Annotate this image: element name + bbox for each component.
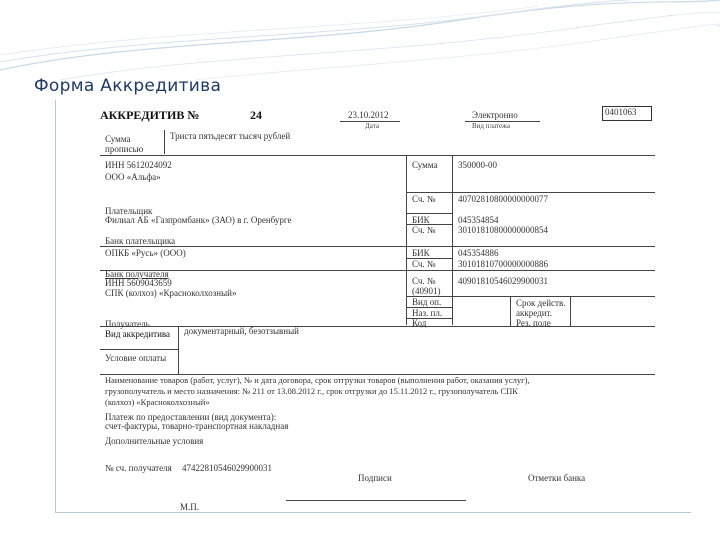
payer-bank-name: Филиал АБ «Газпромбанк» (ЗАО) в г. Оренбурге [105, 215, 292, 225]
beneficiary-bik-label: БИК [412, 248, 430, 258]
payer-bik: 045354854 [458, 215, 499, 225]
signatures-label: Подписи [358, 473, 392, 483]
beneficiary-bank-name: ОПКБ «Русь» (ООО) [105, 248, 186, 258]
term-label: Срок действ. аккредит. [516, 298, 566, 319]
payer-bank-caption: Банк плательщика [105, 236, 176, 246]
payer-caption: Плательщик [105, 206, 153, 216]
beneficiary-caption: Получатель [105, 319, 150, 329]
payment-type-caption: Вид платежа [472, 122, 511, 130]
date-caption: Дата [365, 122, 379, 130]
code-label: Код [412, 318, 427, 328]
accreditive-number: 24 [250, 108, 262, 122]
goods-description-line2: грузополучатель и место назначения: № 211 от 13.08.2012 г., срок отгрузки до 15.11.2012 г., грузополучатель СПК [105, 386, 518, 396]
recipient-account: 47422810546029900031 [182, 463, 272, 473]
beneficiary-bank-account-label: Сч. № [412, 259, 436, 269]
payment-type: Электронно [472, 110, 518, 120]
accreditive-date: 23.10.2012 [348, 110, 389, 120]
purpose-label: Наз. пл. [412, 308, 443, 318]
reserve-field-label: Рез. поле [516, 318, 551, 328]
beneficiary-account-label: Сч. № (40901) [412, 276, 441, 297]
sum-label: Сумма [412, 160, 438, 170]
goods-description-line1: Наименование товаров (работ, услуг), № и дата договора, срок отгрузки товаров (выполнения работ, оказания услуг), [105, 375, 530, 385]
accreditive-type-label: Вид аккредитива [105, 329, 171, 339]
sum-value: 350000-00 [458, 160, 497, 170]
goods-description-line3: (колхоз) «Красноколхозный» [105, 397, 210, 407]
accreditive-form [100, 106, 655, 512]
payer-name: ООО «Альфа» [105, 172, 161, 182]
bank-marks-label: Отметки банка [528, 473, 586, 483]
form-code: 0401063 [605, 107, 637, 117]
payment-terms-label: Условие оплаты [105, 353, 167, 363]
payer-inn: ИНН 5612024092 [105, 160, 172, 170]
documents-label: Платеж по предоставлении (вид документа): [105, 412, 277, 422]
amount-words: Триста пятьдесят тысяч рублей [170, 131, 291, 141]
documents-text: счет-фактуры, товарно-транспортная накладная [105, 421, 289, 431]
op-type-label: Вид оп. [412, 297, 442, 307]
beneficiary-bank-account: 30101810700000000886 [458, 259, 548, 269]
payer-bank-account-label: Сч. № [412, 225, 436, 235]
accreditive-type: документарный, безотзывный [184, 326, 299, 336]
extra-terms-label: Дополнительные условия [105, 436, 204, 446]
payer-account: 40702810800000000077 [458, 194, 548, 204]
beneficiary-name: СПК (колхоз) «Красноколхозный» [105, 288, 237, 298]
beneficiary-inn: ИНН 5609043659 [105, 278, 172, 288]
beneficiary-bik: 045354886 [458, 248, 499, 258]
slide-title: Форма Аккредитива [34, 76, 222, 96]
recipient-account-label: № сч. получателя [105, 463, 172, 473]
stamp-label: М.П. [180, 502, 200, 512]
beneficiary-account: 40901810546029900031 [458, 276, 548, 286]
payer-bik-label: БИК [412, 215, 430, 225]
payer-bank-account: 30101810800000000854 [458, 225, 548, 235]
payer-account-label: Сч. № [412, 194, 436, 204]
beneficiary-bank-caption: Банк получателя [105, 269, 169, 279]
form-heading: АККРЕДИТИВ № [100, 108, 200, 122]
amount-words-label: Сумма прописью [105, 134, 144, 155]
